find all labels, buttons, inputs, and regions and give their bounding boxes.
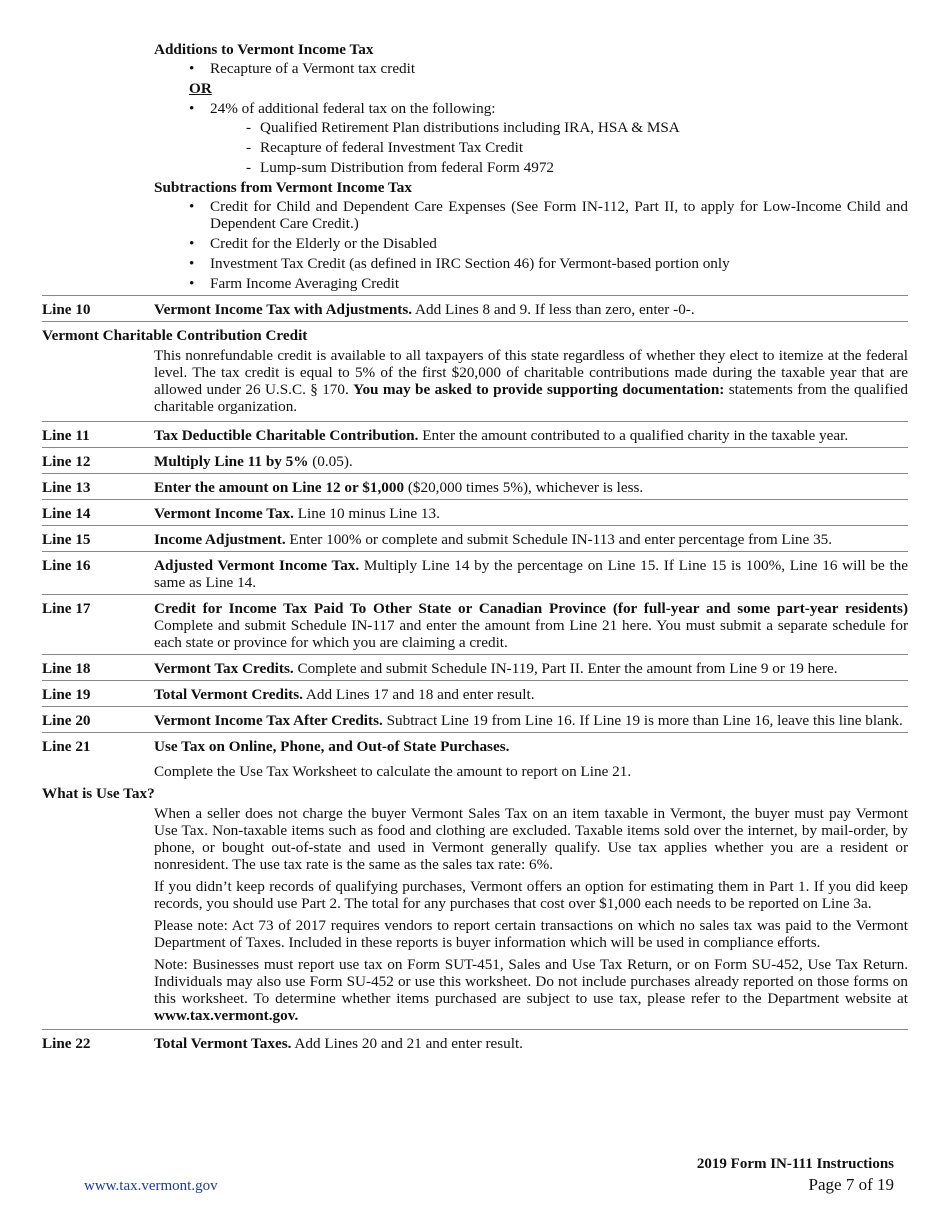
department-website-link[interactable]: www.tax.vermont.gov. — [154, 1007, 299, 1024]
line-12-row — [42, 447, 908, 473]
line-description: Tax Deductible Charitable Contribution. Enter the amount contributed to a qualified charity in the taxable year. — [154, 427, 849, 444]
additions-list — [154, 60, 908, 77]
use-tax-paragraph: Please note: Act 73 of 2017 requires vendors to report certain transactions on which no sales tax was paid to the Vermont Department of Taxes. Included in these reports is buyer information which will be used in compliance efforts. — [154, 917, 908, 951]
line-21-row — [42, 732, 908, 783]
line-18-row — [42, 654, 908, 680]
list-item: • Farm Income Averaging Credit — [189, 275, 908, 292]
charitable-heading: Vermont Charitable Contribution Credit — [42, 321, 908, 344]
line-22-row — [42, 1029, 908, 1055]
line-label: Line 12 — [42, 453, 91, 470]
line-label: Line 17 — [42, 600, 91, 617]
line-label: Line 14 — [42, 505, 91, 522]
line-label: Line 10 — [42, 301, 91, 318]
line-description: Vermont Income Tax with Adjustments. Add Lines 8 and 9. If less than zero, enter -0-. — [154, 301, 695, 318]
list-item: • 24% of additional federal tax on the following: - Qualified Retirement Plan distributions including IRA, HSA & MSA - Recapture of federal Investment Tax Credit - Lump-sum Distribution from federal Form 4972 — [189, 100, 908, 176]
use-tax-paragraph: Note: Businesses must report use tax on Form SUT-451, Sales and Use Tax Return, or on Form SU-452, Use Tax Return. Individuals may also use Form SU-452 or use this worksheet. Do not include purchases already reported on those forms on this worksheet. To determine whether items purchased are subject to use tax, please refer to the Department website at www.tax.vermont.gov. — [154, 956, 908, 1024]
list-item: • Credit for the Elderly or the Disabled — [189, 235, 908, 252]
line-description: Use Tax on Online, Phone, and Out-of State Purchases. Complete the Use Tax Worksheet to calculate the amount to report on Line 21. — [154, 738, 632, 780]
footer-url-link[interactable]: www.tax.vermont.gov — [84, 1178, 218, 1194]
line-description: Vermont Income Tax. Line 10 minus Line 13. — [154, 505, 440, 522]
additions-heading: Additions to Vermont Income Tax — [154, 41, 374, 58]
line-label: Line 13 — [42, 479, 91, 496]
list-item: • Recapture of a Vermont tax credit — [189, 60, 908, 77]
use-tax-paragraph: When a seller does not charge the buyer Vermont Sales Tax on an item taxable in Vermont, the buyer must pay Vermont Use Tax. Non-taxable items such as food and clothing are excluded. Taxable items sold over the internet, by mail-order, by phone, or bought out-of-state and used in Vermont generally qualify. Use tax applies whether you are a resident or nonresident. The use tax rate is the same as the sales tax rate: 6%. — [154, 805, 908, 873]
subtractions-list — [154, 198, 908, 292]
line-20-row — [42, 706, 908, 732]
line-description: Total Vermont Credits. Add Lines 17 and 18 and enter result. — [154, 686, 535, 703]
subtractions-heading: Subtractions from Vermont Income Tax — [154, 179, 412, 196]
page-number: Page 7 of 19 — [808, 1175, 894, 1194]
line-15-row — [42, 525, 908, 551]
list-item: - Lump-sum Distribution from federal Form 4972 — [246, 159, 908, 176]
federal-tax-sublist — [210, 119, 908, 176]
line-19-row — [42, 680, 908, 706]
list-item: - Recapture of federal Investment Tax Credit — [246, 139, 908, 156]
form-title: 2019 Form IN-111 Instructions — [696, 1156, 894, 1172]
line-description: Vermont Income Tax After Credits. Subtract Line 19 from Line 16. If Line 19 is more than Line 16, leave this line blank. — [154, 712, 903, 729]
line-17-row — [42, 594, 908, 654]
additions-list-2 — [154, 100, 908, 176]
line-13-row — [42, 473, 908, 499]
line-label: Line 20 — [42, 712, 91, 729]
list-item: • Investment Tax Credit (as defined in IRC Section 46) for Vermont-based portion only — [189, 255, 908, 272]
line-14-row — [42, 499, 908, 525]
line-label: Line 19 — [42, 686, 91, 703]
line-label: Line 11 — [42, 427, 90, 444]
use-tax-heading: What is Use Tax? — [42, 785, 155, 802]
list-item: • Credit for Child and Dependent Care Expenses (See Form IN-112, Part II, to apply for Low-Income Child and Dependent Care Credit.) — [189, 198, 908, 232]
use-tax-section — [154, 805, 908, 1024]
line-label: Line 16 — [42, 557, 91, 574]
line-description: Multiply Line 11 by 5% (0.05). — [154, 453, 353, 470]
line-description: Adjusted Vermont Income Tax. Multiply Line 14 by the percentage on Line 15. If Line 15 is 100%, Line 16 will be the same as Line 14. — [154, 557, 908, 591]
instructions-page — [42, 38, 908, 1055]
additions-section — [154, 41, 908, 292]
or-label: OR — [189, 80, 212, 97]
line-label: Line 18 — [42, 660, 91, 677]
line-description: Vermont Tax Credits. Complete and submit Schedule IN-119, Part II. Enter the amount from Line 9 or 19 here. — [154, 660, 838, 677]
line-label: Line 22 — [42, 1035, 91, 1052]
line-description: Enter the amount on Line 12 or $1,000 ($20,000 times 5%), whichever is less. — [154, 479, 644, 496]
list-item: - Qualified Retirement Plan distributions including IRA, HSA & MSA — [246, 119, 908, 136]
use-tax-paragraph: If you didn’t keep records of qualifying purchases, Vermont offers an option for estimating them in Part 1. If you did keep records, you should use Part 2. The total for any purchases that cost over $1,000 each needs to be reported on Line 3a. — [154, 878, 908, 912]
charitable-paragraph: This nonrefundable credit is available to all taxpayers of this state regardless of whether they elect to itemize at the federal level. The tax credit is equal to 5% of the first $20,000 of charitable contributions made during the taxable year that are allowed under 26 U.S.C. § 170. You may be asked to provide supporting documentation: statements from the qualified charitable organization. — [154, 347, 908, 415]
line-description: Credit for Income Tax Paid To Other State or Canadian Province (for full-year and some part-year residents) Complete and submit Schedule IN-117 and enter the amount from Line 21 here. You must submit a separate schedule for each state or province for which you are claiming a credit. — [154, 600, 908, 651]
line-16-row — [42, 551, 908, 594]
line-label: Line 15 — [42, 531, 91, 548]
line-label: Line 21 — [42, 738, 91, 755]
line-11-row — [42, 421, 908, 447]
line-description: Total Vermont Taxes. Add Lines 20 and 21 and enter result. — [154, 1035, 523, 1052]
line-description: Income Adjustment. Enter 100% or complete and submit Schedule IN-113 and enter percentage from Line 35. — [154, 531, 833, 548]
line-10-row — [42, 295, 908, 321]
